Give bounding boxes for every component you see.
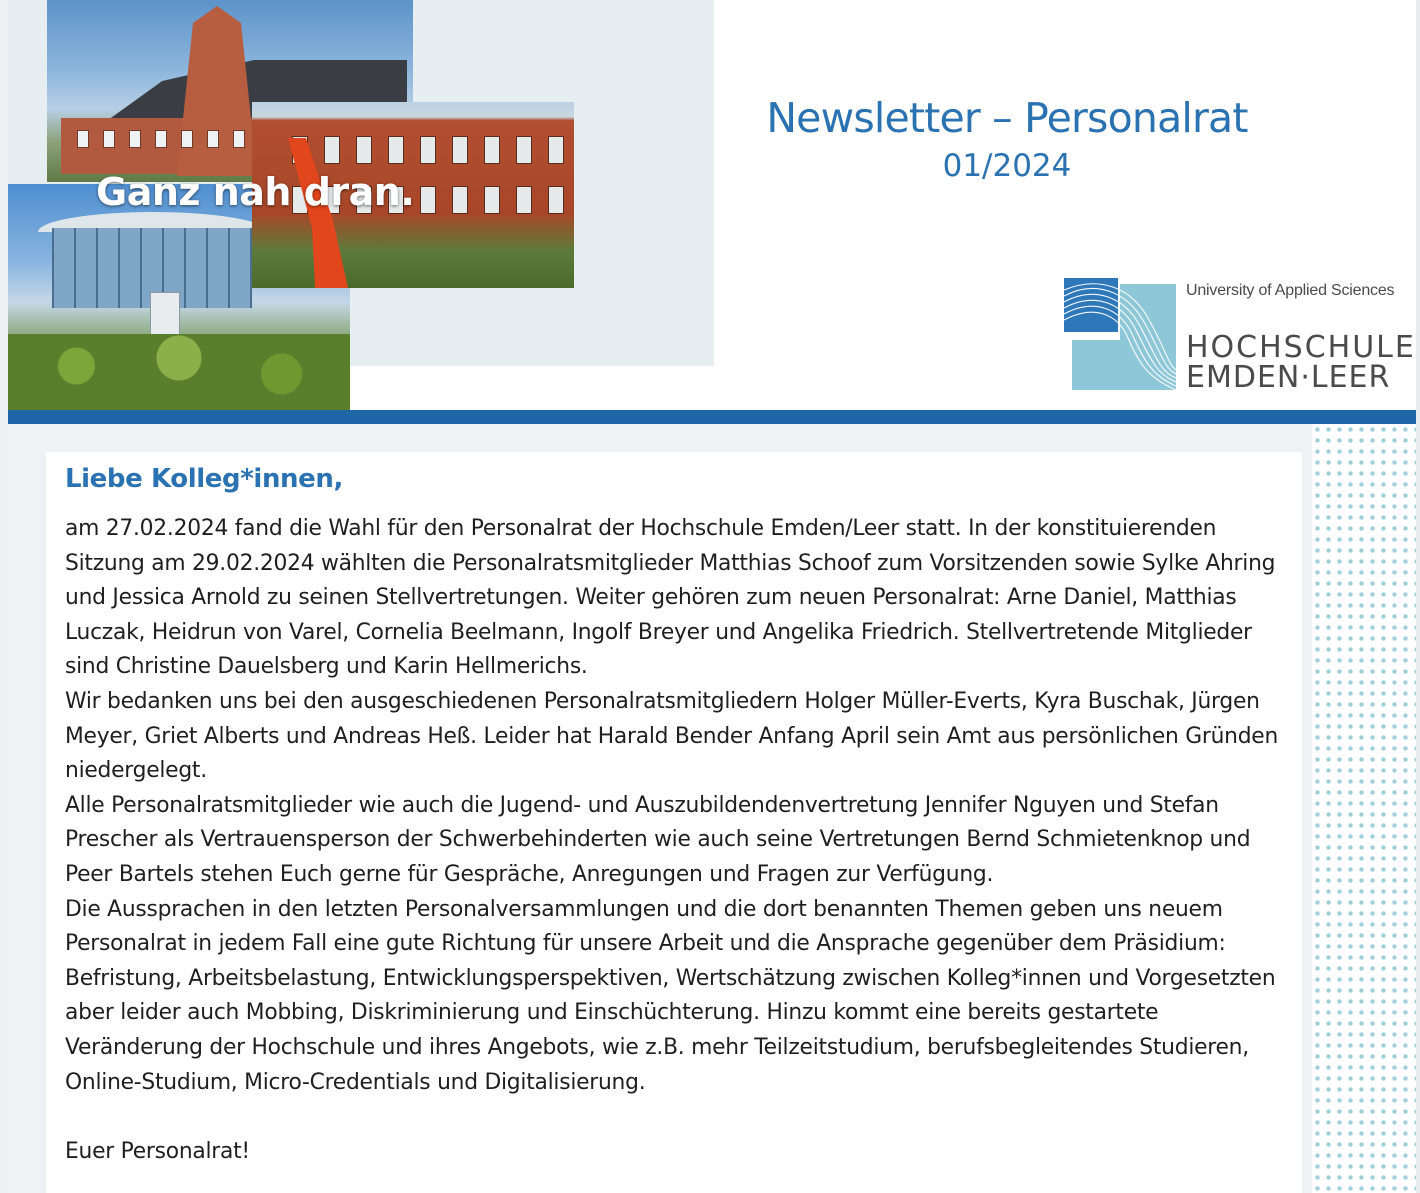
newsletter-title-block	[704, 92, 1310, 188]
dotted-pattern-sidebar	[1312, 424, 1416, 1193]
paragraph-election: am 27.02.2024 fand die Wahl für den Personalrat der Hochschule Emden/Leer statt. In der konstituierenden Sitzung am 29.02.2024 wählten die Personalratsmitglieder Matthias Schoof zum Vorsitzenden sowie Sylke Ahring und Jessica Arnold zu seinen Stellvertretungen. Weiter gehören zum neuen Personalrat: Arne Daniel, Matthias Luczak, Heidrun von Varel, Cornelia Beelmann, Ingolf Breyer und Angelika Friedrich. Stellvertretende Mitglieder sind Christine Dauelsberg und Karin Hellmerichs.	[65, 516, 1276, 680]
newsletter-title: Newsletter – Personalrat	[766, 94, 1248, 142]
paragraph-thanks: Wir bedanken uns bei den ausgeschiedenen Personalratsmitgliedern Holger Müller-Everts, Kyra Buschak, Jürgen Meyer, Griet Alberts und Andreas Heß. Leider hat Harald Bender Anfang April sein Amt aus persönlichen Gründen niedergelegt.	[65, 688, 1279, 784]
logo-name-line2: EMDEN·LEER	[1186, 360, 1391, 395]
issue-number: 01/2024	[942, 148, 1072, 184]
university-logo-icon	[1064, 278, 1176, 392]
signature: Euer Personalrat!	[65, 1138, 250, 1164]
paragraph-gap	[65, 1100, 1295, 1135]
page-right-edge	[1416, 0, 1420, 1193]
shrubs	[8, 334, 350, 412]
header-divider	[8, 410, 1416, 424]
body-text	[65, 512, 1295, 1169]
paragraph-topics: Die Aussprachen in den letzten Personalversammlungen und die dort benannten Themen geben uns neuem Personalrat in jedem Fall eine gute Richtung für unsere Arbeit und die Ansprache gegenüber dem Präsidium: Befristung, Arbeitsbelastung, Entwicklungsperspektiven, Wertschätzung zwischen Kolleg*innen und Vorgesetzten aber leider auch Mobbing, Diskriminierung und Einschüchterung. Hinzu kommt eine bereits gestartete Veränderung der Hochschule und ihres Angebots, wie z.B. mehr Teilzeitstudium, berufsbegleitendes Studieren, Online-Studium, Micro-Credentials und Digitalisierung.	[65, 896, 1276, 1095]
slogan: Ganz nah dran.	[96, 170, 415, 214]
logo-tagline: University of Applied Sciences	[1186, 282, 1395, 299]
logo-name-line1: HOCHSCHULE	[1186, 330, 1416, 365]
paragraph-contacts: Alle Personalratsmitglieder wie auch die Jugend- und Auszubildendenvertretung Jennifer Nguyen und Stefan Prescher als Vertrauensperson der Schwerbehinderten wie auch seine Vertretungen Bernd Schmietenknop und Peer Bartels stehen Euch gerne für Gespräche, Anregungen und Fragen zur Verfügung.	[65, 792, 1251, 887]
gable	[177, 6, 257, 176]
greeting-heading: Liebe Kolleg*innen,	[65, 464, 343, 494]
page-left-edge	[0, 0, 8, 1193]
logo-waves-icon	[1064, 278, 1176, 390]
